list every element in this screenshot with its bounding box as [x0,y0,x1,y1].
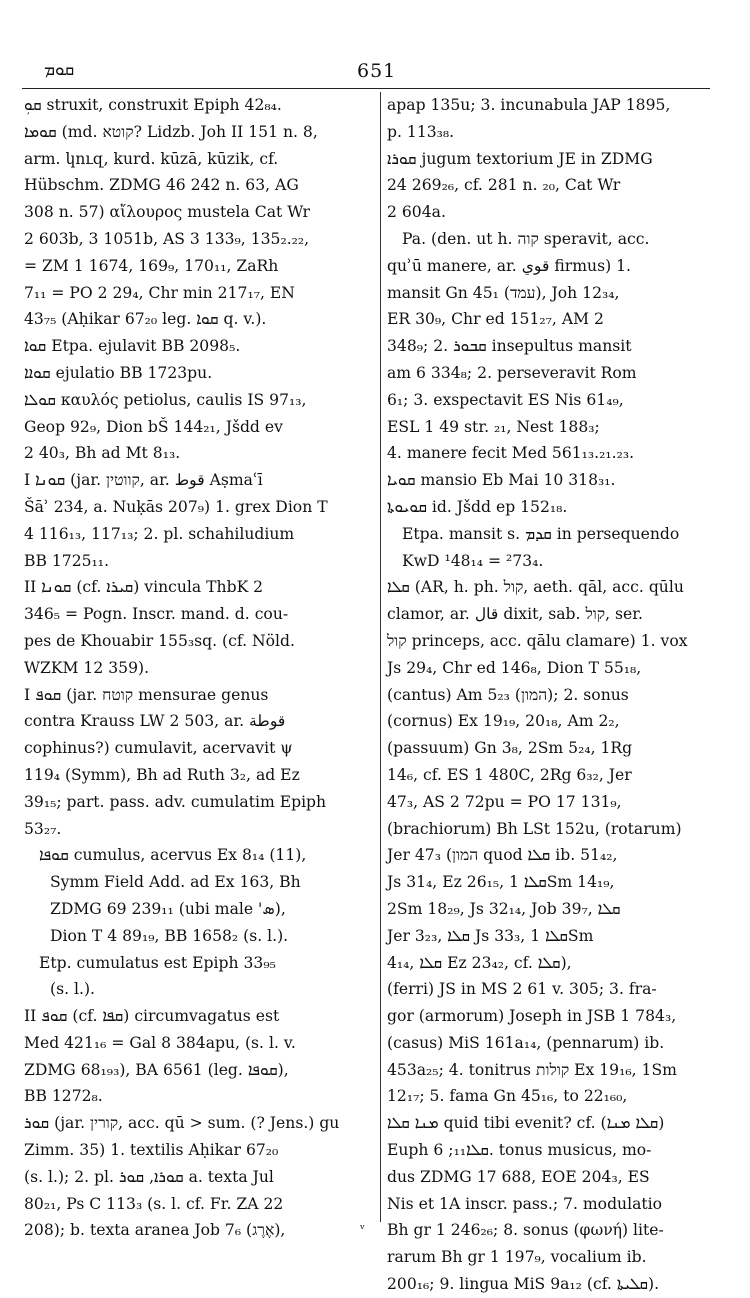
text-line: mansit Gn 45₁ (עמד), Joh 12₃₄, [387,283,620,302]
text-line: (passuum) Gn 3₈, 2Sm 5₂₄, 1Rg [387,739,633,758]
text-line: ܡܢܐ ܩܠܐ quid tibi evenit? cf. (ܩܠܐ ܡܢܐ) [387,1114,665,1133]
text-line: (s. l.); 2. pl. ܩܘܪܐ, ܩܘܪ a. texta Jul [24,1167,274,1186]
text-line: II ܩܘܢܐ (cf. ܩܝܪܐ) vincula ThbK 2 [24,578,264,597]
column-divider [380,92,381,1222]
text-line: BB 1725₁₁. [24,551,110,570]
page-header [22,58,710,89]
text-line: 24 269₂₆, cf. 281 n. ₂₀, Cat Wr [387,176,621,195]
text-line: p. 113₃₈. [387,122,455,141]
text-line: 4 116₁₃, 117₁₃; 2. pl. schahiludium [24,524,295,543]
text-line: 2Sm 18₂₉, Js 32₁₄, Job 39₇, ܩܠܐ [387,899,621,918]
text-line: ܩܘܡܐ (md. קוטא? Lidzb. Joh II 151 n. 8, [24,122,318,141]
text-line: 200₁₆; 9. lingua MiS 9a₁₂ (cf. ܩܠܝܬܐ). [387,1275,660,1294]
text-line: 119₄ (Symm), Bh ad Ruth 3₂, ad Ez [24,765,300,784]
text-line: BB 1272₈. [24,1087,103,1106]
text-line: cophinus?) cumulavit, acervavit ψ [24,739,293,758]
text-line: Jer 47₃ (המון quod ܩܠܐ ib. 51₄₂, [387,846,618,865]
text-line: 346₅ = Pogn. Inscr. mand. d. cou- [24,605,289,624]
text-line: Zimm. 35) 1. textilis Aḥikar 67₂₀ [24,1141,279,1160]
text-line: 12₁₇; 5. fama Gn 45₁₆, to 22₁₆₀, [387,1087,628,1106]
text-line: 53₂₇. [24,819,62,838]
text-line: 208); b. texta aranea Job 7₆ (אֶרֶג), [24,1221,286,1240]
text-line: clamor, ar. قال dixit, sab. קול, ser. [387,605,643,624]
text-line: Js 29₄, Chr ed 146₈, Dion T 55₁₈, [387,658,642,677]
text-line: ESL 1 49 str. ₂₁, Nest 188₃; [387,417,600,436]
text-line: 47₃, AS 2 72pu = PO 17 131₉, [387,792,622,811]
text-line: 4. manere fecit Med 561₁₃.₂₁.₂₃. [387,444,635,463]
text-line: 348₉; 2. ܩܒܘܪ insepultus mansit [387,337,632,356]
text-line: Jer 3₂₃, ܩܠܐ Js 33₃, ܩܠܐ 1Sm [387,926,594,945]
text-line: rarum Bh gr 1 197₉, vocalium ib. [387,1248,647,1267]
text-line: ZDMG 69 239₁₁ (ubi male 'ܣ), [50,899,286,918]
text-line: (brachiorum) Bh LSt 152u, (rotarum) [387,819,682,838]
footer-mark: ᵛ [360,1222,365,1237]
text-line: 14₆, cf. ES 1 480C, 2Rg 6₃₂, Jer [387,765,632,784]
text-line: 453a₂₅; 4. tonitrus קולות Ex 19₁₆, 1Sm [387,1060,677,1079]
text-line: = ZM 1 1674, 169₉, 170₁₁, ZaRh [24,256,279,275]
text-line: Dion T 4 89₁₉, BB 1658₂ (s. l.). [50,926,289,945]
running-headword: ܩܘܡ [44,60,75,80]
text-line: apap 135u; 3. incunabula JAP 1895, [387,96,671,114]
text-line: Euph ܩܠܐ₁₁; 6. tonus musicus, mo- [387,1141,652,1160]
text-line: gor (armorum) Joseph in JSB 1 784₃, [387,1007,677,1026]
text-line: Nis et 1A inscr. pass.; 7. modulatio [387,1194,663,1213]
text-line: Šāʾ 234, a. Nuḳās 207₉) 1. grex Dion T [24,497,328,516]
text-line: ܩܘܼ struxit, construxit Epiph 42₈₄. [24,96,282,114]
right-column [387,92,725,1298]
text-line: II ܩܘܦ (cf. ܩܦܐ) circumvagatus est [24,1007,280,1026]
text-line: arm. կուզ, kurd. kūzā, kūzik, cf. [24,149,279,168]
text-line: 39₁₅; part. pass. adv. cumulatim Epiph [24,792,327,811]
text-line: קול princeps, acc. qālu clamare) 1. vox [387,631,688,650]
text-line: 2 40₃, Bh ad Mt 8₁₃. [24,444,181,463]
text-line: quʾū manere, ar. قوي firmus) 1. [387,256,632,275]
text-line: (casus) MiS 161a₁₄, (pennarum) ib. [387,1033,665,1052]
page-number: 651 [357,60,397,82]
text-line: 7₁₁ = PO 2 29₄, Chr min 217₁₇, EN [24,283,295,302]
text-line: (s. l.). [50,980,95,999]
text-line: Med 421₁₆ = Gal 8 384apu, (s. l. v. [24,1033,296,1052]
text-line: Geop 92₉, Dion bŠ 144₂₁, Jšdd ev [24,417,283,436]
text-line: 2 603b, 3 1051b, AS 3 133₉, 135₂.₂₂, [24,229,310,248]
text-line: 43₇₅ (Aḥikar 67₂₀ leg. ܩܘܐ q. v.). [24,310,267,329]
text-line: ܩܘܠܐ καυλός petiolus, caulis IS 97₁₃, [24,390,307,409]
text-line: WZKM 12 359). [24,658,150,677]
text-line: 308 n. 57) αἴλουρος mustela Cat Wr [24,203,311,222]
text-line: ER 30₉, Chr ed 151₂₇, AM 2 [387,310,604,329]
left-column [24,92,371,1244]
text-line: Pa. (den. ut h. קוה speravit, acc. [402,229,650,248]
text-line: ܩܘܦܐ cumulus, acervus Ex 8₁₄ (11), [39,846,307,865]
text-line: ܩܘܪ (jar. קורין, acc. qū > sum. (? Jens.) gu [24,1114,340,1133]
text-line: (cantus) Am 5₂₃ (המון); 2. sonus [387,685,629,704]
text-line: I ܩܘܢܐ (jar. קווטין, ar. قوط Aṣmaʿī [24,471,263,490]
text-line: Hübschm. ZDMG 46 242 n. 63, AG [24,176,299,195]
text-line: ܩܘܝܘܬܐ id. Jšdd ep 152₁₈. [387,497,568,516]
text-line: 2 604a. [387,203,446,222]
text-line: 6₁; 3. exspectavit ES Nis 61₄₉, [387,390,624,409]
text-line: ܩܘܐ Etpa. ejulavit BB 2098₅. [24,337,241,356]
text-line: Etpa. mansit s. ܩܕܡ in persequendo [402,524,680,543]
text-line: (cornus) Ex 19₁₉, 20₁₈, Am 2₂, [387,712,620,731]
text-line: Bh gr 1 246₂₆; 8. sonus (φωνή) lite- [387,1221,664,1240]
text-line: ܩܘܝܐ mansio Eb Mai 10 318₃₁. [387,471,616,490]
text-line: pes de Khouabir 155₃sq. (cf. Nöld. [24,631,295,650]
text-line: Etp. cumulatus est Epiph 33₉₅ [39,953,276,972]
text-line: dus ZDMG 17 688, EOE 204₃, ES [387,1167,650,1186]
text-line: am 6 334₈; 2. perseveravit Rom [387,363,637,382]
text-line: ܩܘܐܐ ejulatio BB 1723pu. [24,363,213,382]
text-line: Symm Field Add. ad Ex 163, Bh [50,873,301,892]
text-line: I ܩܘܦ (jar. קוטח mensurae genus [24,685,269,704]
text-line: Js 31₄, Ez 26₁₅, ܩܠܐ 1Sm 14₁₉, [387,873,615,892]
text-line: KwD ¹48₁₄ = ²73₄. [402,551,544,570]
text-line: (ferri) JS in MS 2 61 v. 305; 3. fra- [387,980,657,999]
text-line: ZDMG 68₁₉₃), BA 6561 (leg. ܩܘܦܐ), [24,1060,289,1079]
text-line: contra Krauss LW 2 503, ar. قوطة [24,712,286,731]
text-line: ܩܘܪܐ jugum textorium JE in ZDMG [387,149,653,168]
text-line: ܩܠܐ (AR, h. ph. קול, aeth. qāl, acc. qūlu [387,578,684,597]
text-line: 80₂₁, Ps C 113₃ (s. l. cf. Fr. ZA 22 [24,1194,284,1213]
text-line: 4₁₄, ܩܠܐ Ez 23₄₂, cf. ܩܠܐ), [387,953,572,972]
